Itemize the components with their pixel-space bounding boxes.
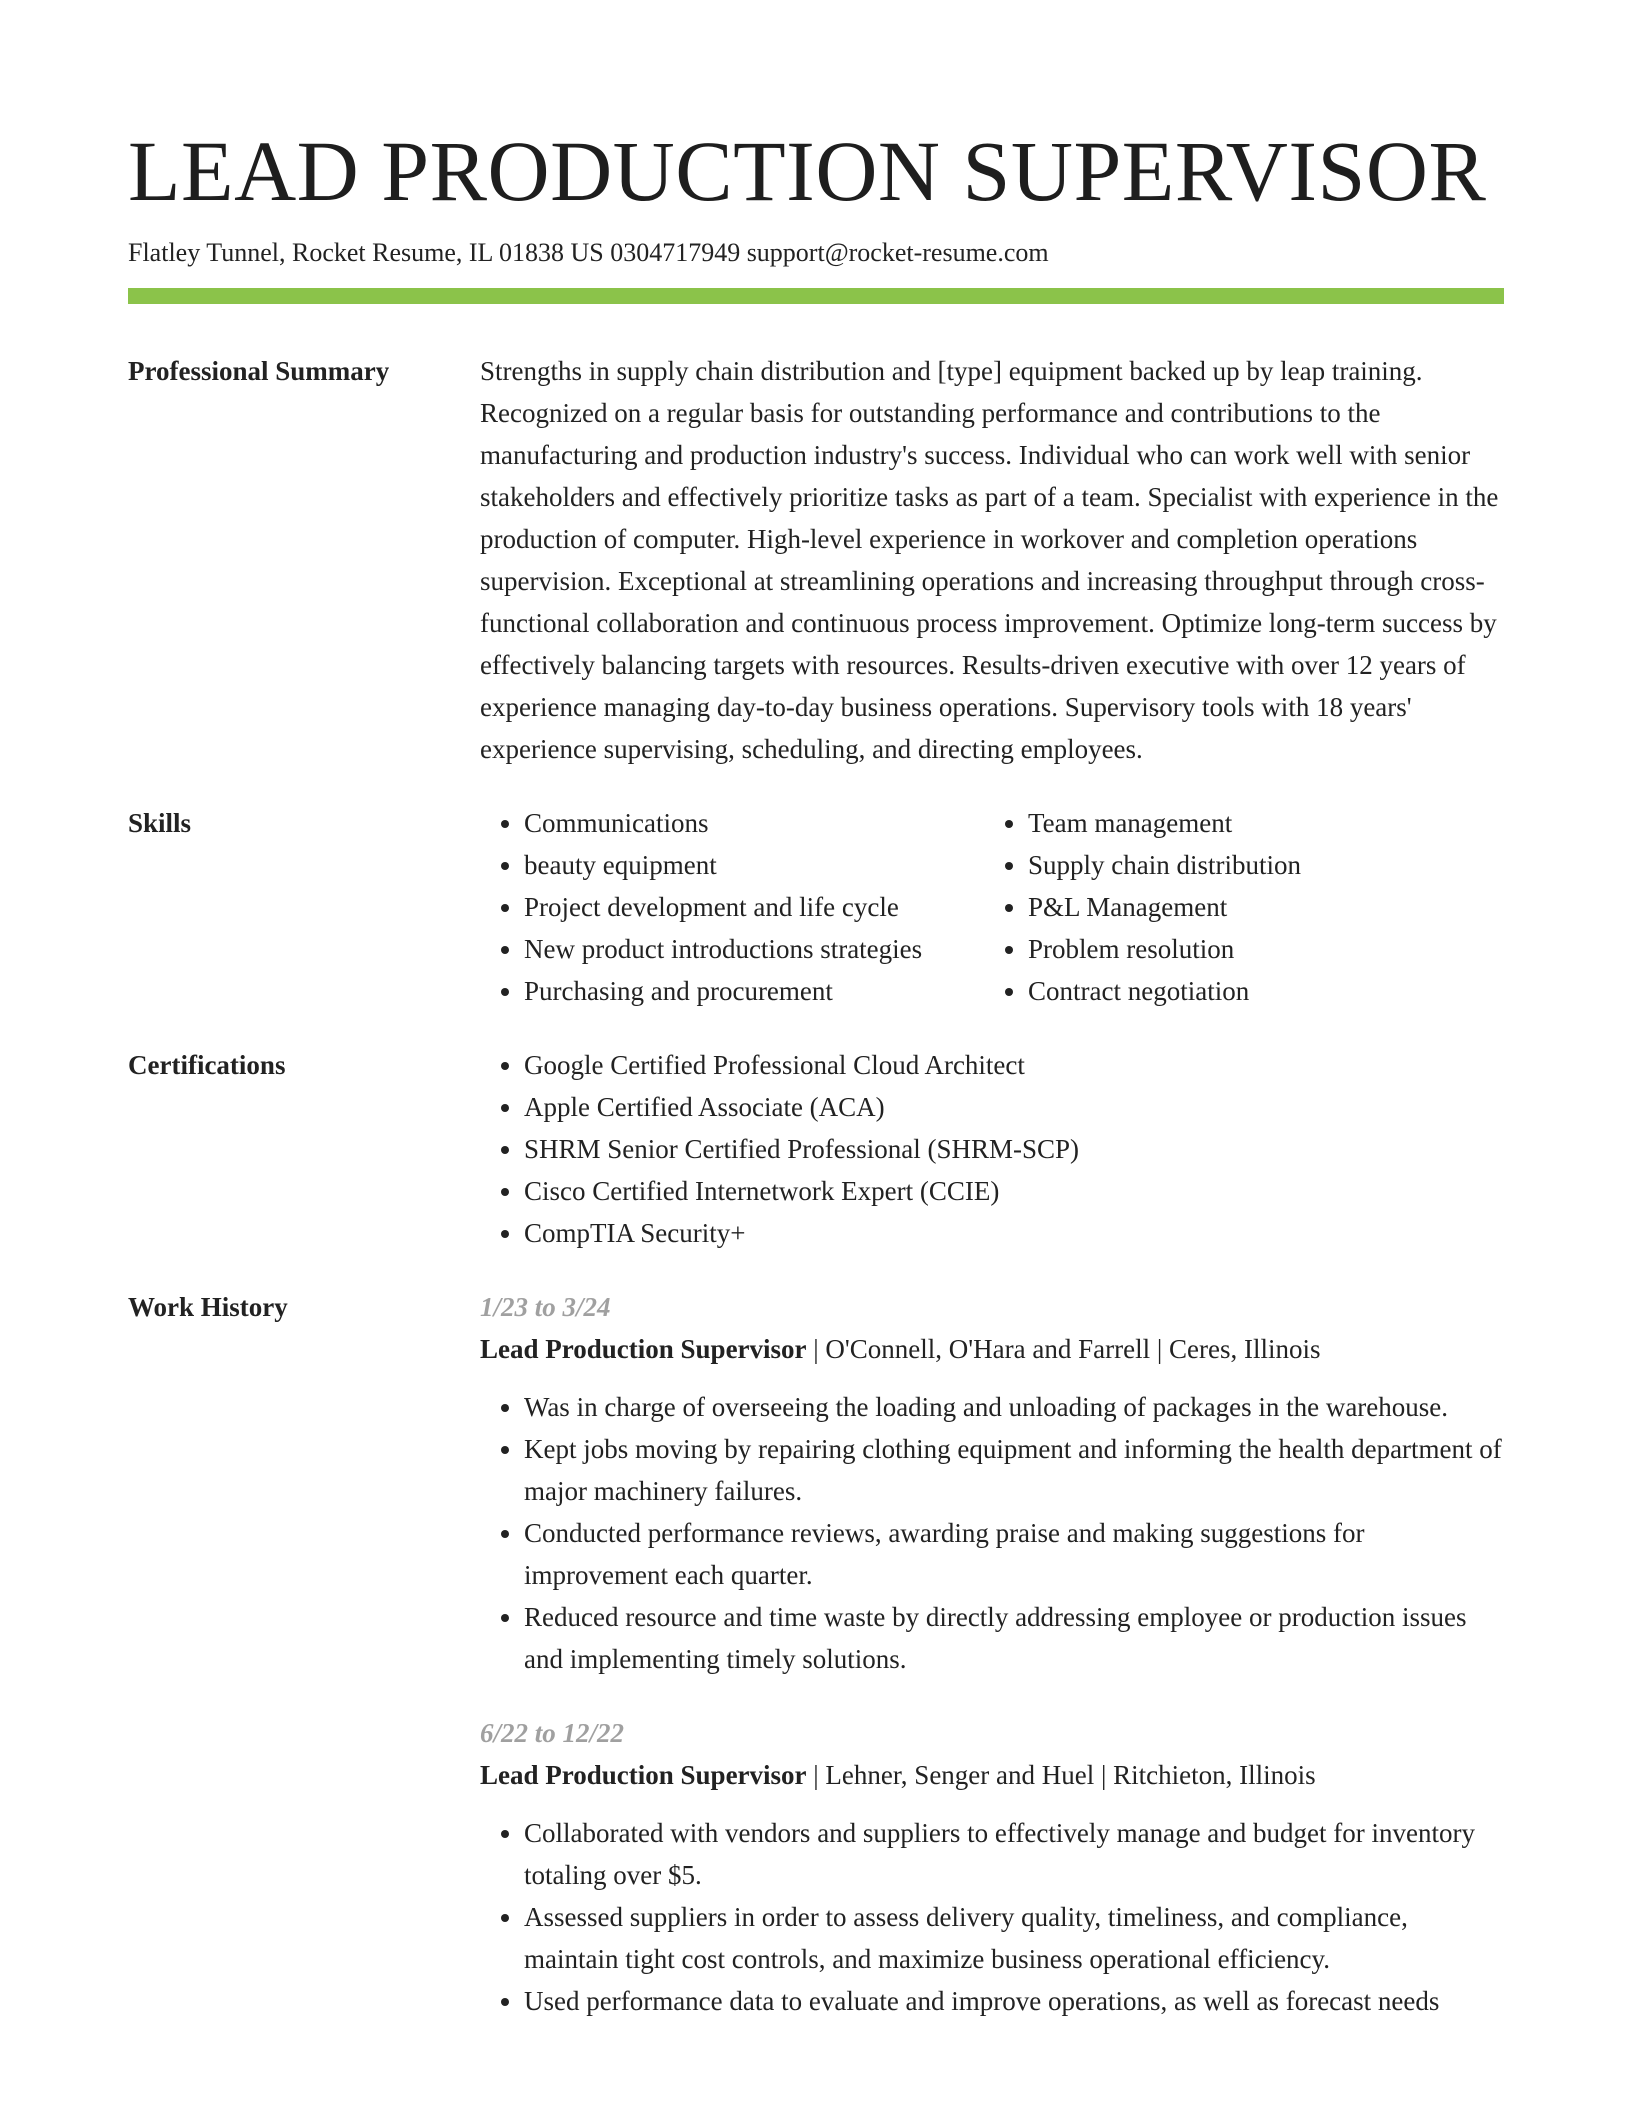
section-label-summary: Professional Summary	[128, 356, 390, 386]
skill-item: • New product introductions strategies	[524, 928, 984, 970]
resume-page	[128, 123, 1504, 2022]
job-bullets	[480, 1812, 1504, 2022]
job-entry	[480, 1712, 1504, 2022]
summary-text: Strengths in supply chain distribution and [type] equipment backed up by leap training. Recognized on a regular basis for outstanding performance and contributions to the manufacturing and production industry's success. Individual who can work well with senior stakeholders and effectively prioritize tasks as part of a team. Specialist with experience in the production of computer. High-level experience in workover and completion operations supervision. Exceptional at streamlining operations and increasing throughput through cross-functional collaboration and continuous process improvement. Optimize long-term success by effectively balancing targets with resources. Results-driven executive with over 12 years of experience managing day-to-day business operations. Supervisory tools with 18 years' experience supervising, scheduling, and directing employees.	[480, 356, 1499, 764]
certification-item: • SHRM Senior Certified Professional (SHRM-SCP)	[524, 1128, 1504, 1170]
certification-item: • Apple Certified Associate (ACA)	[524, 1086, 1504, 1128]
skill-item: • Problem resolution	[1028, 928, 1488, 970]
certifications-list	[480, 1044, 1504, 1254]
job-bullets	[480, 1386, 1504, 1680]
job-bullet: • Used performance data to evaluate and improve operations, as well as forecast needs	[524, 1980, 1504, 2022]
skill-item: • beauty equipment	[524, 844, 984, 886]
skills-section	[128, 802, 1504, 1012]
job-entry	[480, 1286, 1504, 1680]
contact-info: Flatley Tunnel, Rocket Resume, IL 01838 US 0304717949 support@rocket-resume.com	[128, 238, 1049, 267]
section-label-work-history: Work History	[128, 1292, 288, 1322]
job-dates: 6/22 to 12/22	[480, 1718, 625, 1748]
skill-item: • Project development and life cycle	[524, 886, 984, 928]
job-bullet: • Reduced resource and time waste by directly addressing employee or production issues and implementing timely solutions.	[524, 1596, 1504, 1680]
job-heading	[480, 1754, 1504, 1796]
job-bullet: • Collaborated with vendors and suppliers to effectively manage and budget for inventory totaling over $5.	[524, 1812, 1504, 1896]
skills-column-left	[480, 802, 984, 1012]
resume-title: LEAD PRODUCTION SUPERVISOR	[128, 123, 1487, 219]
skill-item: • Contract negotiation	[1028, 970, 1488, 1012]
skill-item: • Supply chain distribution	[1028, 844, 1488, 886]
job-dates: 1/23 to 3/24	[480, 1292, 611, 1322]
skills-list-right	[984, 802, 1488, 1012]
skills-columns	[480, 802, 1504, 1012]
certification-item: • Google Certified Professional Cloud Architect	[524, 1044, 1504, 1086]
job-details: | Lehner, Senger and Huel | Ritchieton, Illinois	[806, 1760, 1316, 1790]
certification-item: • Cisco Certified Internetwork Expert (CCIE)	[524, 1170, 1504, 1212]
certification-item: • CompTIA Security+	[524, 1212, 1504, 1254]
summary-section	[128, 350, 1504, 770]
skill-item: • P&L Management	[1028, 886, 1488, 928]
work-history-section	[128, 1286, 1504, 2022]
job-title: Lead Production Supervisor	[480, 1760, 807, 1790]
certifications-body	[480, 1044, 1504, 1254]
skill-item: • Communications	[524, 802, 984, 844]
accent-divider	[128, 288, 1504, 304]
skills-column-right	[984, 802, 1488, 1012]
job-bullet: • Assessed suppliers in order to assess delivery quality, timeliness, and compliance, maintain tight cost controls, and maximize business operational efficiency.	[524, 1896, 1504, 1980]
job-details: | O'Connell, O'Hara and Farrell | Ceres, Illinois	[806, 1334, 1321, 1364]
job-bullet: • Was in charge of overseeing the loading and unloading of packages in the warehouse.	[524, 1386, 1504, 1428]
job-bullet: • Kept jobs moving by repairing clothing equipment and informing the health department of major machinery failures.	[524, 1428, 1504, 1512]
section-label-skills: Skills	[128, 808, 192, 838]
job-title: Lead Production Supervisor	[480, 1334, 807, 1364]
section-label-certifications: Certifications	[128, 1050, 286, 1080]
job-bullet: • Conducted performance reviews, awarding praise and making suggestions for improvement each quarter.	[524, 1512, 1504, 1596]
job-heading	[480, 1328, 1504, 1370]
skill-item: • Team management	[1028, 802, 1488, 844]
certifications-section	[128, 1044, 1504, 1254]
skills-list-left	[480, 802, 984, 1012]
work-history-body	[480, 1286, 1504, 2022]
skill-item: • Purchasing and procurement	[524, 970, 984, 1012]
